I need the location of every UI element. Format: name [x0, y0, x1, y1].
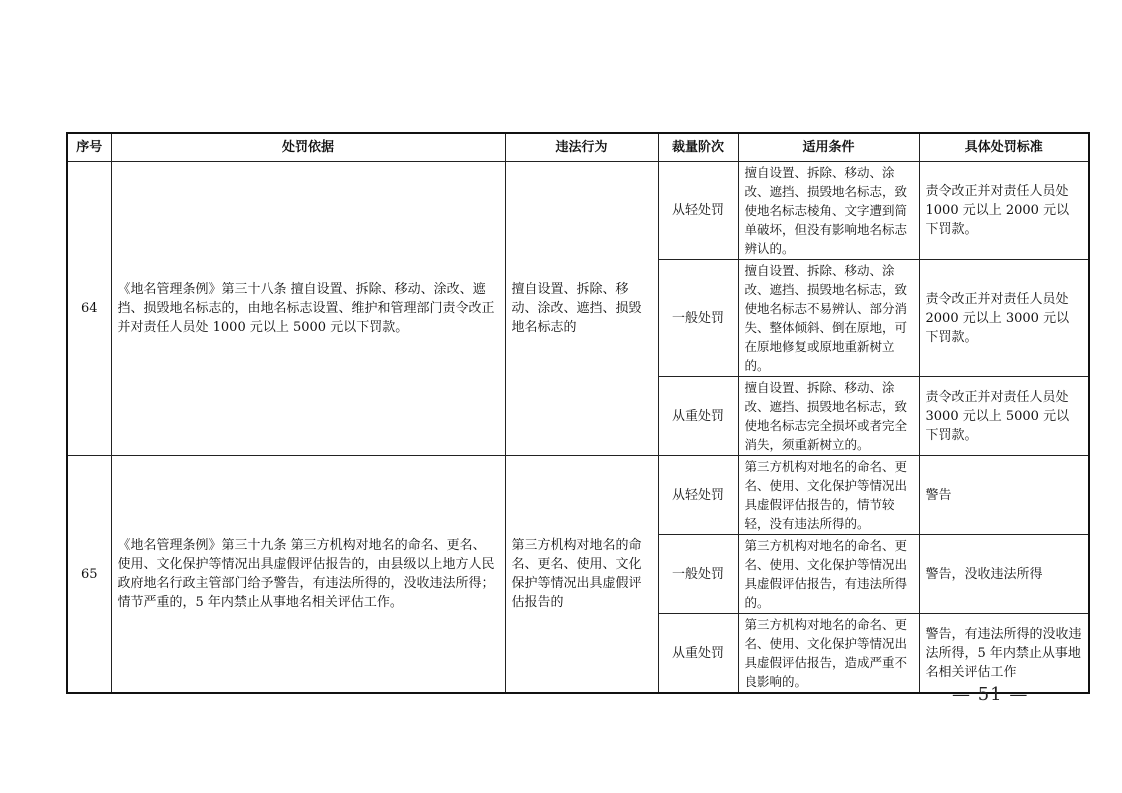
table-row — [67, 456, 1089, 535]
table-body — [67, 162, 1089, 694]
header-applicable-condition: 适用条件 — [738, 133, 919, 162]
serial-no-cell: 65 — [67, 456, 111, 694]
discretion-level-cell: 从重处罚 — [658, 377, 738, 456]
serial-no-cell: 64 — [67, 162, 111, 456]
condition-cell: 第三方机构对地名的命名、更名、使用、文化保护等情况出具虚假评估报告的，情节较轻，没有违法所得的。 — [738, 456, 919, 535]
header-penalty-basis: 处罚依据 — [111, 133, 505, 162]
standard-cell: 警告，没收违法所得 — [919, 535, 1089, 614]
penalty-basis-cell: 《地名管理条例》第三十八条 擅自设置、拆除、移动、涂改、遮挡、损毁地名标志的，由地名标志设置、维护和管理部门责令改正并对责任人员处 1000 元以上 5000 元以下罚款。 — [111, 162, 505, 456]
standard-cell: 责令改正并对责任人员处 1000 元以上 2000 元以下罚款。 — [919, 162, 1089, 260]
penalty-table — [66, 132, 1090, 694]
header-discretion-level: 裁量阶次 — [658, 133, 738, 162]
standard-cell: 警告，有违法所得的没收违法所得，5 年内禁止从事地名相关评估工作 — [919, 614, 1089, 694]
header-serial-no: 序号 — [67, 133, 111, 162]
condition-cell: 第三方机构对地名的命名、更名、使用、文化保护等情况出具虚假评估报告，有违法所得的。 — [738, 535, 919, 614]
standard-cell: 责令改正并对责任人员处 2000 元以上 3000 元以下罚款。 — [919, 260, 1089, 377]
discretion-level-cell: 一般处罚 — [658, 535, 738, 614]
condition-cell: 擅自设置、拆除、移动、涂改、遮挡、损毁地名标志，致使地名标志棱角、文字遭到简单破坏，但没有影响地名标志辨认的。 — [738, 162, 919, 260]
condition-cell: 第三方机构对地名的命名、更名、使用、文化保护等情况出具虚假评估报告，造成严重不良影响的。 — [738, 614, 919, 694]
discretion-level-cell: 一般处罚 — [658, 260, 738, 377]
discretion-level-cell: 从重处罚 — [658, 614, 738, 694]
standard-cell: 警告 — [919, 456, 1089, 535]
table-header — [67, 133, 1089, 162]
condition-cell: 擅自设置、拆除、移动、涂改、遮挡、损毁地名标志，致使地名标志完全损坏或者完全消失，须重新树立的。 — [738, 377, 919, 456]
header-violation: 违法行为 — [505, 133, 658, 162]
header-row — [67, 133, 1089, 162]
violation-cell: 擅自设置、拆除、移动、涂改、遮挡、损毁地名标志的 — [505, 162, 658, 456]
discretion-level-cell: 从轻处罚 — [658, 456, 738, 535]
standard-cell: 责令改正并对责任人员处 3000 元以上 5000 元以下罚款。 — [919, 377, 1089, 456]
discretion-level-cell: 从轻处罚 — [658, 162, 738, 260]
penalty-basis-cell: 《地名管理条例》第三十九条 第三方机构对地名的命名、更名、使用、文化保护等情况出具虚假评估报告的，由县级以上地方人民政府地名行政主管部门给予警告，有违法所得的，没收违法所得；情节严重的，5 年内禁止从事地名相关评估工作。 — [111, 456, 505, 694]
header-penalty-standard: 具体处罚标准 — [919, 133, 1089, 162]
violation-cell: 第三方机构对地名的命名、更名、使用、文化保护等情况出具虚假评估报告的 — [505, 456, 658, 694]
table-row — [67, 162, 1089, 260]
page-number: — 51 — — [952, 684, 1029, 705]
condition-cell: 擅自设置、拆除、移动、涂改、遮挡、损毁地名标志，致使地名标志不易辨认、部分消失、整体倾斜、倒在原地，可在原地修复或原地重新树立的。 — [738, 260, 919, 377]
